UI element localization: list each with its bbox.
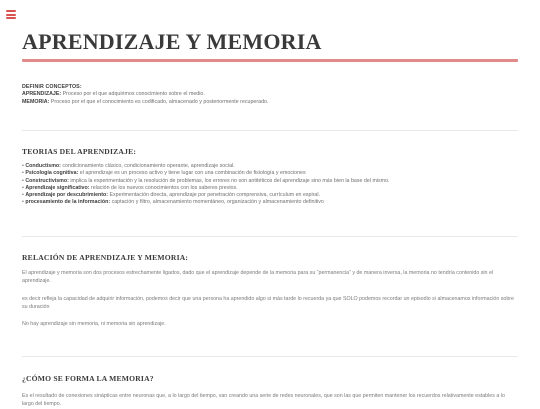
menu-bar [6,14,16,16]
list-item: • Constructivismo: implica la experimentación y la resolución de problemas, los errores no son antitéticos del aprendizaje sino más bien la base del mismo. [22,177,390,184]
list-item: • procesamiento de la información: captación y filtro, almacenamiento momentáneo, organización y almacenamiento definitivo [22,199,324,206]
list-term: Aprendizaje significativo: [25,184,90,191]
relation-section [22,253,518,328]
list-item: • Psicología cognitiva: el aprendizaje es un proceso activo y tiene lugar con una combinación de fisiología y emociones [22,170,306,177]
section-title: RELACIÓN DE APRENDIZAJE Y MEMORIA: [22,253,189,262]
paragraph: No hay aprendizaje sin memoria, ni memoria sin aprendizaje. [22,321,166,328]
definitions-heading: DEFINIR CONCEPTOS: [22,84,82,90]
paragraph: El aprendizaje y memoria son dos procesos estrechamente ligados, dado que el aprendizaje depende de la memoria para su “permanencia” y de manera inversa, la memoria no tendría contenido sin el aprendizaje. [22,270,494,285]
definition-term: APRENDIZAJE: [22,91,62,98]
paragraph: Es el resultado de conexiones sinápticas entre neuronas que, a lo largo del tiempo, van creando una serie de redes neuronales, que son las que permiten mantener los recuerdos relativamente estables a lo largo del tiempo. [22,393,505,408]
section-divider [22,236,518,237]
theories-section [22,147,518,207]
list-term: Conductismo: [25,163,61,169]
section-title: TEORIAS DEL APRENDIZAJE: [22,147,137,156]
page-title: APRENDIZAJE Y MEMORIA [22,29,322,54]
list-text: implica la experimentación y la resolución de problemas, los errores no son antitéticos del aprendizaje sino más bien la base del mismo. [68,177,390,184]
theories-list [22,163,518,207]
list-item: • Aprendizaje significativo: relación de los nuevos conocimientos con los saberes previos. [22,184,238,191]
definitions-section [22,84,518,106]
list-text: condicionamiento clásico, condicionamiento operante, aprendizaje social. [60,163,235,169]
list-text: captación y filtro, almacenamiento momentáneo, organización y almacenamiento definitivo [110,199,324,206]
list-term: Psicología cognitiva: [25,170,79,177]
list-text: Experimentación directa, aprendizaje por penetración comprensiva, currículum en espiral. [108,192,321,199]
definition-term: MEMORIA: [22,98,50,105]
menu-bar [6,10,16,12]
definition-text: Proceso por el que adquirimos conocimiento sobre el medio. [61,91,205,98]
section-divider [22,130,518,131]
section-title: ¿CÓMO SE FORMA LA MEMORIA? [22,374,154,383]
list-text: el aprendizaje es un proceso activo y tiene lugar con una combinación de fisiología y emociones [78,170,306,177]
list-item: • Aprendizaje por descubrimiento: Experimentación directa, aprendizaje por penetración comprensiva, currículum en espiral. [22,192,321,199]
definition-item [22,91,518,98]
section-divider [22,356,518,357]
list-term: Constructivismo: [25,177,69,184]
formation-section [22,374,518,409]
definition-text: Proceso por el que el conocimiento es codificado, almacenado y posteriormente recuperado. [49,98,269,105]
definition-item [22,99,518,106]
title-underline [22,59,518,62]
list-text: relación de los nuevos conocimientos con los saberes previos. [89,184,238,191]
menu-bar [6,17,16,19]
paragraph: es decir refleja la capacidad de adquirir información, podemos decir que una persona ha aprendido algo si más tarde lo recuerda ya que SOLO podemos recordar un episodio si almacenamos información sobre su duración [22,295,515,310]
list-term: procesamiento de la información: [25,199,111,206]
hamburger-menu-icon[interactable] [6,10,16,19]
list-term: Aprendizaje por descubrimiento: [25,192,109,199]
list-item: • Conductismo: condicionamiento clásico, condicionamiento operante, aprendizaje social. [22,163,235,169]
